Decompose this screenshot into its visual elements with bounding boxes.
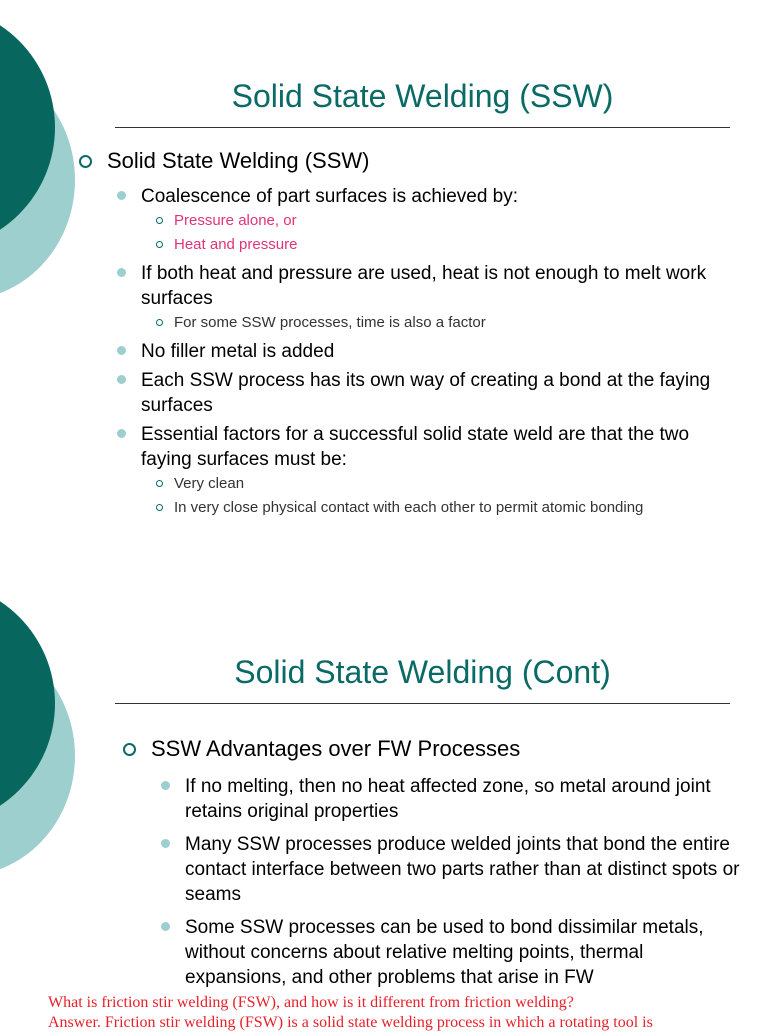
- ring-bullet-icon: [156, 504, 163, 511]
- list-item: Coalescence of part surfaces is achieved by:: [141, 184, 741, 209]
- ring-bullet-icon: [156, 319, 163, 326]
- heading-bullet: [107, 147, 369, 175]
- list-item: Many SSW processes produce welded joints that bond the entire contact interface between two parts rather than at distinct spots or seams: [185, 832, 745, 907]
- dot-bullet-icon: [117, 191, 126, 200]
- slide-1-list: [141, 180, 741, 520]
- sub-list: [174, 209, 741, 257]
- dot-bullet-icon: [117, 429, 126, 438]
- sub-item: In very close physical contact with each other to permit atomic bonding: [174, 496, 741, 520]
- ring-bullet-icon: [156, 241, 163, 248]
- dot-bullet-icon: [161, 922, 170, 931]
- ring-bullet-icon: [123, 743, 136, 756]
- slide-2-list: [185, 770, 745, 990]
- slide-title: Solid State Welding (SSW): [231, 78, 614, 114]
- section-heading: SSW Advantages over FW Processes: [151, 736, 521, 761]
- ring-bullet-icon: [156, 217, 163, 224]
- list-item: If no melting, then no heat affected zone, so metal around joint retains original properties: [185, 774, 745, 824]
- list-item: Essential factors for a successful solid state weld are that the two faying surfaces must be:: [141, 422, 741, 472]
- sub-item: Very clean: [174, 472, 741, 496]
- list-item: Each SSW process has its own way of creating a bond at the faying surfaces: [141, 368, 741, 418]
- heading-bullet: [151, 735, 520, 763]
- sub-list: [174, 311, 741, 335]
- list-item: No filler metal is added: [141, 339, 741, 364]
- title-rule: [115, 703, 730, 704]
- dot-bullet-icon: [117, 268, 126, 277]
- section-heading: Solid State Welding (SSW): [107, 148, 370, 173]
- sub-item: Heat and pressure: [174, 233, 741, 257]
- sub-item: Pressure alone, or: [174, 209, 741, 233]
- ring-bullet-icon: [156, 480, 163, 487]
- list-item: Some SSW processes can be used to bond dissimilar metals, without concerns about relative melting points, thermal expansions, and other problems that arise in FW: [185, 915, 745, 990]
- slide-title: Solid State Welding (Cont): [234, 654, 611, 690]
- footer-question: What is friction stir welding (FSW), and how is it different from friction welding? Answer. Friction stir welding (FSW) is a solid state welding process in which a rotating tool is: [48, 994, 653, 1031]
- title-rule: [115, 127, 730, 128]
- dot-bullet-icon: [161, 839, 170, 848]
- ring-bullet-icon: [79, 155, 92, 168]
- sub-item: For some SSW processes, time is also a factor: [174, 311, 741, 335]
- dot-bullet-icon: [117, 346, 126, 355]
- dot-bullet-icon: [161, 781, 170, 790]
- dot-bullet-icon: [117, 375, 126, 384]
- list-item: If both heat and pressure are used, heat is not enough to melt work surfaces: [141, 261, 741, 311]
- sub-list: [174, 472, 741, 520]
